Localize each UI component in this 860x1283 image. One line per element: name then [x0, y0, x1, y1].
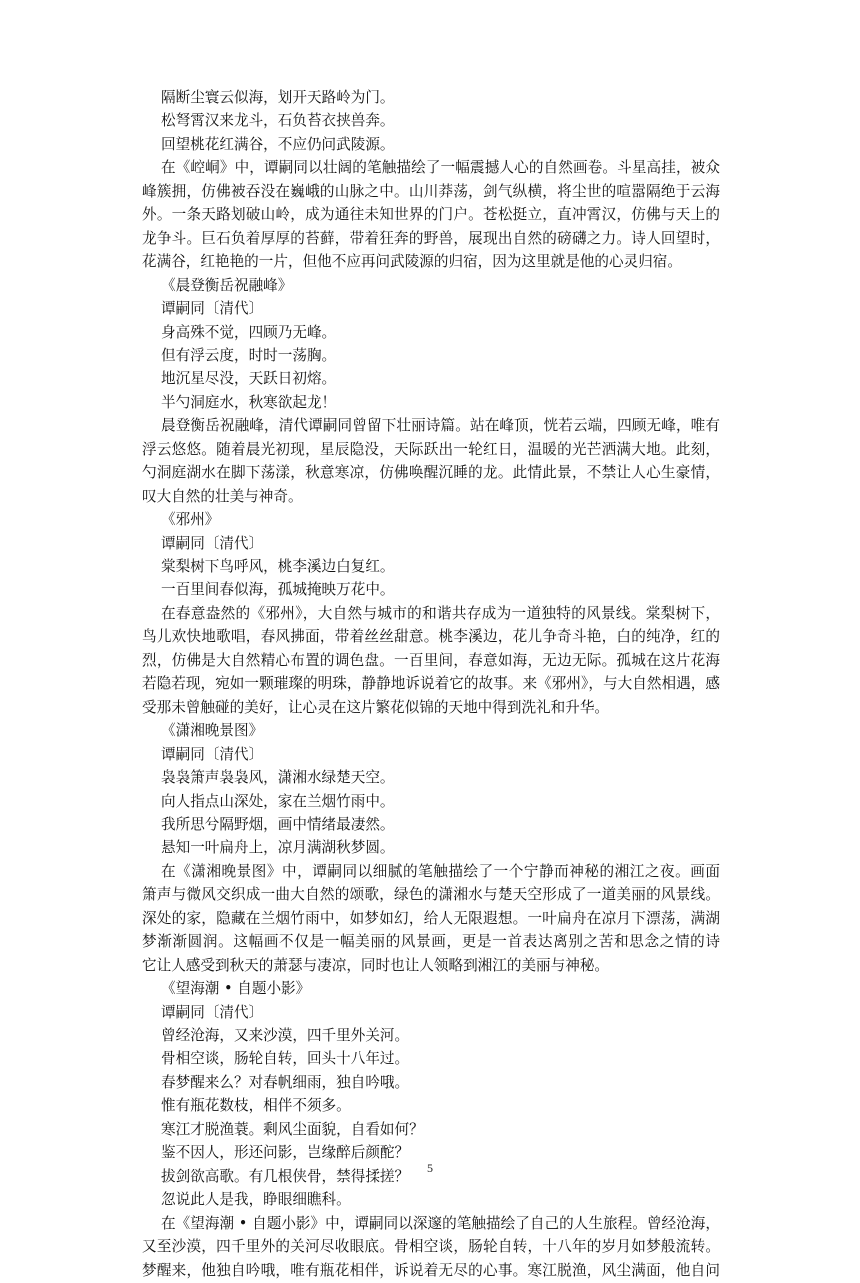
- text-line: 我所思兮隔野烟，画中情绪最凄然。: [161, 815, 395, 833]
- text-line: 在《潇湘晚景图》中，谭嗣同以细腻的笔触描绘了一个宁静而神秘的湘江之夜。画面: [161, 862, 720, 880]
- text-line: 但有浮云度，时时一荡胸。: [161, 346, 337, 364]
- text-line: 谭嗣同〔清代〕: [161, 1003, 264, 1021]
- text-line: 袅袅箫声袅袅风，潇湘水绿楚天空。: [161, 769, 395, 787]
- text-line: 悬知一叶扁舟上，凉月满湖秋梦圆。: [161, 839, 395, 857]
- text-line: 半勺洞庭水，秋寒欲起龙！: [161, 393, 337, 411]
- text-line: 谭嗣同〔清代〕: [161, 745, 264, 763]
- text-line: 峰簇拥，仿佛被吞没在巍峨的山脉之中。山川莽荡，剑气纵横，将尘世的喧嚣隔绝于云海: [142, 182, 720, 200]
- text-line: 回望桃花红满谷，不应仍问武陵源。: [161, 135, 395, 153]
- text-line: 寒江才脱渔蓑。剩风尘面貌，自看如何？: [161, 1120, 424, 1138]
- text-line: 箫声与微风交织成一曲大自然的颂歌，绿色的潇湘水与楚天空形成了一道美丽的风景线。: [142, 886, 720, 904]
- text-line: 在《望海潮 • 自题小影》中，谭嗣同以深邃的笔触描绘了自己的人生旅程。曾经沧海，: [161, 1214, 720, 1232]
- text-line: 身高殊不觉，四顾乃无峰。: [161, 323, 337, 341]
- text-line: 《潇湘晚景图》: [161, 722, 264, 740]
- text-line: 它让人感受到秋天的萧瑟与凄凉，同时也让人领略到湘江的美丽与神秘。: [142, 956, 610, 974]
- text-line: 深处的家，隐藏在兰烟竹雨中，如梦如幻，给人无限遐想。一叶扁舟在凉月下漂荡，满湖: [142, 909, 720, 927]
- text-line: 叹大自然的壮美与神奇。: [142, 487, 303, 505]
- text-line: 鸟儿欢快地歌唱，春风拂面，带着丝丝甜意。桃李溪边，花儿争奇斗艳，白的纯净，红的: [142, 628, 720, 646]
- text-line: 谭嗣同〔清代〕: [161, 300, 264, 318]
- text-line: 《邪州》: [161, 511, 220, 529]
- page-number: 5: [427, 1161, 433, 1175]
- text-line: 《晨登衡岳祝融峰》: [161, 276, 293, 294]
- text-line: 晨登衡岳祝融峰，清代谭嗣同曾留下壮丽诗篇。站在峰顶，恍若云端，四顾无峰，唯有: [161, 417, 720, 435]
- text-line: 浮云悠悠。随着晨光初现，星辰隐没，天际跃出一轮红日，温暖的光芒洒满大地。此刻，: [142, 440, 720, 458]
- text-line: 鉴不因人，形还问影，岂缘醉后颜酡？: [161, 1144, 410, 1162]
- text-line: 骨相空谈，肠轮自转，回头十八年过。: [161, 1050, 410, 1068]
- text-line: 若隐若现，宛如一颗璀璨的明珠，静静地诉说着它的故事。来《邪州》，与大自然相遇，感: [142, 675, 720, 693]
- text-line: 忽说此人是我，睁眼细瞧科。: [161, 1191, 351, 1209]
- text-line: 地沉星尽没，天跃日初熔。: [161, 370, 337, 388]
- text-line: 在春意盎然的《邪州》，大自然与城市的和谐共存成为一道独特的风景线。棠梨树下，: [161, 604, 720, 622]
- text-line: 烈，仿佛是大自然精心布置的调色盘。一百里间，春意如海，无边无际。孤城在这片花海: [142, 651, 720, 669]
- text-line: 在《崆峒》中，谭嗣同以壮阔的笔触描绘了一幅震撼人心的自然画卷。斗星高挂，被众: [161, 159, 720, 177]
- text-line: 隔断尘寰云似海，划开天路岭为门。: [161, 89, 395, 106]
- text-line: 一百里间春似海，孤城掩映万花中。: [161, 581, 395, 599]
- text-line: 勺洞庭湖水在脚下荡漾，秋意寒凉，仿佛唤醒沉睡的龙。此情此景，不禁让人心生豪情，: [142, 464, 720, 482]
- text-line: 松弩霄汉来龙斗，石负苔衣挟兽奔。: [161, 112, 395, 130]
- text-line: 又至沙漠，四千里外的关河尽收眼底。骨相空谈，肠轮自转，十八年的岁月如梦般流转。: [142, 1238, 720, 1256]
- text-line: 外。一条天路划破山岭，成为通往未知世界的门户。苍松挺立，直冲霄汉，仿佛与天上的: [142, 206, 720, 224]
- text-line: 拔剑欲高歌。有几根侠骨，禁得揉搓？: [161, 1167, 410, 1185]
- text-line: 梦渐渐圆润。这幅画不仅是一幅美丽的风景画，更是一首表达离别之苦和思念之情的诗: [142, 933, 720, 951]
- text-line: 受那未曾触碰的美好，让心灵在这片繁花似锦的天地中得到洗礼和升华。: [142, 698, 610, 716]
- text-line: 龙争斗。巨石负着厚厚的苔藓，带着狂奔的野兽，展现出自然的磅礴之力。诗人回望时，: [142, 229, 720, 247]
- text-line: 春梦醒来么？对春帆细雨，独自吟哦。: [161, 1073, 410, 1091]
- text-line: 向人指点山深处，家在兰烟竹雨中。: [161, 792, 395, 810]
- text-line: 惟有瓶花数枝，相伴不须多。: [161, 1097, 351, 1115]
- text-line: 曾经沧海，又来沙漠，四千里外关河。: [161, 1027, 410, 1044]
- text-line: 棠梨树下鸟呼风，桃李溪边白复红。: [161, 558, 395, 575]
- text-line: 《望海潮 • 自题小影》: [161, 980, 311, 998]
- text-line: 谭嗣同〔清代〕: [161, 534, 264, 552]
- text-line: 花满谷，红艳艳的一片，但他不应再问武陵源的归宿，因为这里就是他的心灵归宿。: [142, 253, 682, 271]
- text-line: 梦醒来，他独自吟哦，唯有瓶花相伴，诉说着无尽的心事。寒江脱渔，风尘满面，他自问: [142, 1261, 720, 1279]
